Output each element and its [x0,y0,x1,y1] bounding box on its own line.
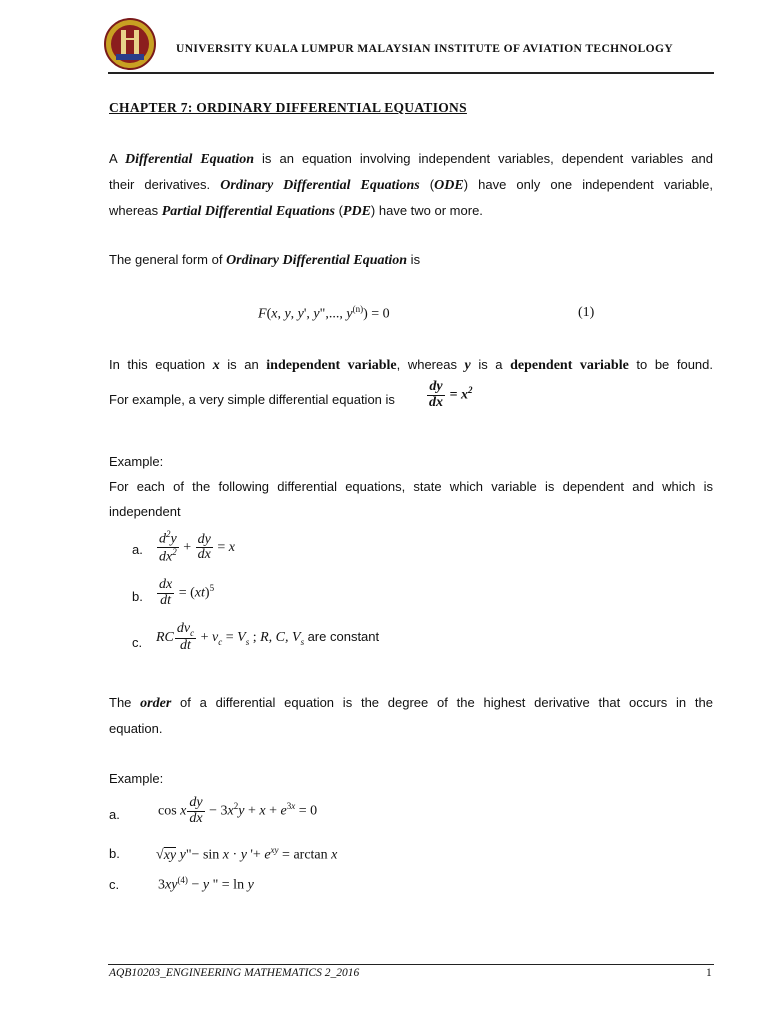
example1-equation-c: RC $\frac{dv_c}{dt}$ + $v_c = V_s$ ; R, C, $V_s$ are constant [156,621,380,654]
example2-equation-c: $3xy^{(4)} - y$ " = ln y [158,875,254,893]
example1-heading: Example: [109,454,164,469]
footer-course: AQB10203_ENGINEERING MATHEMATICS 2_2016 [109,967,360,979]
variables-line-1: In this equation x is an independent variable, whereas y is a dependent variable to be found. [109,357,714,373]
example1-prompt [109,474,713,524]
example2-heading: Example: [109,771,164,786]
header-institution: UNIVERSITY KUALA LUMPUR MALAYSIAN INSTITUTE OF AVIATION TECHNOLOGY [176,43,674,55]
university-crest-icon [104,14,156,74]
example1-label-b: b. [132,589,143,604]
example1-prompt-line-2: independent [109,504,181,519]
order-line-1: The order of a differential equation is the degree of the highest derivative that occurs in the [109,695,713,711]
variables-paragraph [109,352,713,378]
example2-equation-a: cos x $\frac{dy}{dx}$ − $3x^2y + x + e^{3x} = 0$ [158,795,318,826]
example2-label-b: b. [109,846,120,861]
general-form-equation: F(x, y, y', y",..., $y^{(n)}) = 0$ [258,304,390,322]
page-number: 1 [706,967,712,979]
example1-equation-b: $\frac{dx}{dt}$ = (xt)$^5$ [159,577,215,608]
example1-label-a: a. [132,542,143,557]
simple-example-equation: $\frac{dy}{dx}$ = $x^2$ [429,379,473,410]
order-line-2: equation. [109,721,163,736]
example1-label-c: c. [132,635,143,650]
header-divider [108,72,714,74]
chapter-title: CHAPTER 7: ORDINARY DIFFERENTIAL EQUATIONS [109,100,467,115]
equation-number: (1) [578,305,595,320]
intro-paragraph [109,146,713,224]
example2-equation-b: √xy y"− sin x · y '+ $e^{xy} = \arctan x$ [156,845,338,863]
intro-line-2: their derivatives. Ordinary Differential Equations (ODE) have only one independent variable, [109,177,714,193]
order-paragraph [109,690,713,741]
example2-label-a: a. [109,807,120,822]
intro-line-3: whereas Partial Differential Equations (PDE) have two or more. [109,203,483,219]
footer-divider [108,964,714,965]
example1-equation-a: $\frac{d^2y}{dx^2}$ + $\frac{dy}{dx}$ = x [159,529,235,565]
simple-example-sentence: For example, a very simple differential equation is [109,392,395,407]
intro-line-1: A Differential Equation is an equation involving independent variables, dependent variables and [109,151,713,167]
example2-label-c: c. [109,877,120,892]
example1-c-suffix: are constant [307,629,380,645]
general-form-sentence: The general form of Ordinary Differential Equation is [109,252,421,268]
example1-prompt-line-1: For each of the following differential equations, state which variable is dependent and which is [109,479,713,494]
